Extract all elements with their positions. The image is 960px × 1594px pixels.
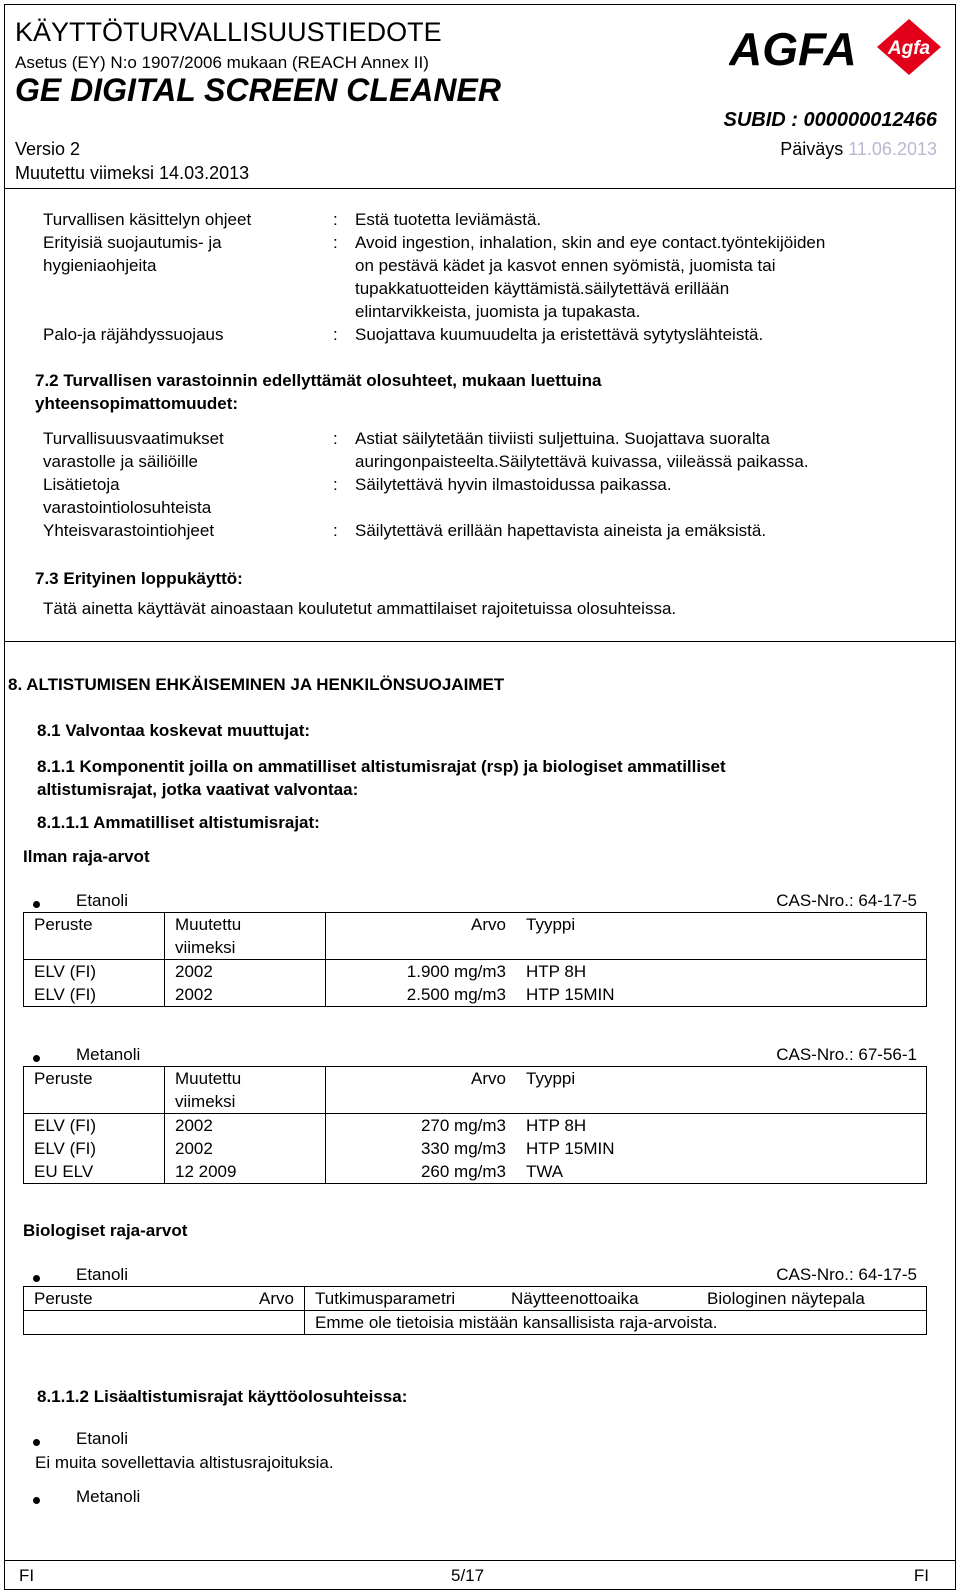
table-header-row bbox=[24, 1067, 927, 1114]
date-value: 11.06.2013 bbox=[848, 139, 937, 159]
cell-line: 2002 bbox=[175, 1116, 213, 1135]
cell-line: 2.500 mg/m3 bbox=[406, 985, 506, 1004]
header-cell bbox=[165, 913, 326, 960]
bullet-icon bbox=[33, 1497, 40, 1504]
date-label: Päiväys bbox=[780, 139, 844, 159]
bullet-icon bbox=[33, 1275, 40, 1282]
table-row bbox=[24, 1114, 927, 1184]
value-line: on pestävä kädet ja kasvot ennen syömistä, juomista tai bbox=[355, 256, 776, 275]
storage-value bbox=[355, 427, 915, 473]
substance-name: Metanoli bbox=[76, 1487, 141, 1506]
subid: SUBID : 000000012466 bbox=[723, 109, 937, 131]
substance-name: Etanoli bbox=[76, 1429, 128, 1448]
bullet-icon bbox=[33, 901, 40, 908]
table-cell bbox=[326, 1114, 517, 1184]
title-line: 8.1.1 Komponentit joilla on ammatilliset altistumisrajat (rsp) ja biologiset ammatilliset bbox=[37, 757, 726, 776]
header-line: Muutettu bbox=[175, 915, 242, 934]
bio-limits-heading: Biologiset raja-arvot bbox=[23, 1221, 188, 1240]
label-line: Turvallisuusvaatimukset bbox=[43, 429, 224, 448]
bullet-icon bbox=[33, 1439, 40, 1446]
table-cell bbox=[516, 960, 927, 1007]
bullet-icon bbox=[33, 1055, 40, 1062]
colon: : bbox=[333, 210, 338, 229]
issue-date bbox=[780, 139, 937, 160]
header-cell: Arvo bbox=[326, 1067, 517, 1114]
table-cell bbox=[326, 960, 517, 1007]
product-name: GE DIGITAL SCREEN CLEANER bbox=[15, 72, 501, 108]
cell-line: 270 mg/m3 bbox=[420, 1116, 506, 1135]
last-modified: Muutettu viimeksi 14.03.2013 bbox=[15, 163, 250, 183]
label-line: Lisätietoja bbox=[43, 475, 120, 494]
table-row bbox=[24, 960, 927, 1007]
no-limits-heading: Ilman raja-arvot bbox=[23, 847, 150, 866]
storage-info-value: Säilytettävä hyvin ilmastoidussa paikassa. bbox=[355, 475, 672, 494]
cell-line: 260 mg/m3 bbox=[420, 1162, 506, 1181]
storage-label bbox=[43, 427, 333, 473]
section-8-1-1-1-title: 8.1.1.1 Ammatilliset altistumisrajat: bbox=[37, 813, 320, 832]
value-line: Astiat säilytetään tiiviisti suljettuina. Suojattava suoralta bbox=[355, 429, 770, 448]
handling-label: Turvallisen käsittelyn ohjeet bbox=[43, 210, 252, 229]
table-cell bbox=[165, 960, 326, 1007]
header-cell: Peruste bbox=[24, 1067, 165, 1114]
value-line: tupakkatuotteiden käyttämistä.säilytettävä erillään bbox=[355, 279, 730, 298]
substance-name: Etanoli bbox=[76, 1265, 128, 1284]
bio-limits-table bbox=[23, 1286, 927, 1335]
section-divider bbox=[5, 641, 955, 642]
table-cell bbox=[24, 1114, 165, 1184]
cell-line: HTP 8H bbox=[526, 962, 587, 981]
section-8-title: 8. ALTISTUMISEN EHKÄISEMINEN JA HENKILÖNSUOJAIMET bbox=[8, 675, 505, 694]
section-8-1-title: 8.1 Valvontaa koskevat muuttujat: bbox=[37, 721, 311, 740]
substance-name: Metanoli bbox=[76, 1045, 141, 1064]
table-cell bbox=[516, 1114, 927, 1184]
label-line: varastointiolosuhteista bbox=[43, 498, 212, 517]
header-line: viimeksi bbox=[175, 1092, 236, 1111]
header-cell: Peruste bbox=[24, 913, 165, 960]
value-line: Avoid ingestion, inhalation, skin and eye contact.työntekijöiden bbox=[355, 233, 826, 252]
no-other-limits-text: Ei muita sovellettavia altistusrajoituksia. bbox=[35, 1453, 334, 1472]
hygiene-value bbox=[355, 231, 915, 323]
header-cell: Arvo bbox=[326, 913, 517, 960]
section-8-1-1-title bbox=[37, 755, 726, 801]
cas-number: CAS-Nro.: 64-17-5 bbox=[776, 891, 917, 910]
metanol-limits-table bbox=[23, 1066, 927, 1184]
page-number: 5/17 bbox=[451, 1566, 485, 1585]
storage-info-label bbox=[43, 473, 333, 519]
value-line: auringonpaisteelta.Säilytettävä kuivassa, viileässä paikassa. bbox=[355, 452, 809, 471]
cell-line: HTP 15MIN bbox=[526, 1139, 615, 1158]
cell-line: HTP 8H bbox=[526, 1116, 587, 1135]
fire-label: Palo-ja räjähdyssuojaus bbox=[43, 325, 224, 344]
cell-line: ELV (FI) bbox=[34, 1139, 97, 1158]
colon: : bbox=[333, 233, 338, 252]
label-line: varastolle ja säiliöille bbox=[43, 452, 198, 471]
substance-name: Etanoli bbox=[76, 891, 128, 910]
header-cell: Tyyppi bbox=[516, 913, 927, 960]
table-cell bbox=[165, 1114, 326, 1184]
table-cell bbox=[24, 960, 165, 1007]
agfa-badge-text: Agfa bbox=[887, 38, 931, 59]
header-cell: Tutkimusparametri bbox=[305, 1287, 502, 1311]
cell-line: 2002 bbox=[175, 1139, 213, 1158]
fire-value: Suojattava kuumuudelta ja eristettävä sytytyslähteistä. bbox=[355, 325, 764, 344]
header-cell: Peruste bbox=[24, 1287, 195, 1311]
regulation-line: Asetus (EY) N:o 1907/2006 mukaan (REACH Annex II) bbox=[15, 53, 429, 72]
document-title: KÄYTTÖTURVALLISUUSTIEDOTE bbox=[15, 17, 442, 47]
table-cell bbox=[24, 1311, 305, 1335]
title-line: 7.2 Turvallisen varastoinnin edellyttämät olosuhteet, mukaan luettuina bbox=[35, 371, 602, 390]
version: Versio 2 bbox=[15, 139, 81, 159]
cell-line: EU ELV bbox=[34, 1162, 94, 1181]
header-cell bbox=[165, 1067, 326, 1114]
colon: : bbox=[333, 475, 338, 494]
header-divider bbox=[5, 188, 955, 189]
document-page bbox=[4, 4, 956, 1590]
section-7-3-text: Tätä ainetta käyttävät ainoastaan koulutetut ammattilaiset rajoitetuissa olosuhteissa. bbox=[43, 599, 677, 618]
cell-line: ELV (FI) bbox=[34, 1116, 97, 1135]
cell-line: ELV (FI) bbox=[34, 962, 97, 981]
cell-line: 1.900 mg/m3 bbox=[406, 962, 506, 981]
colon: : bbox=[333, 521, 338, 540]
cas-number: CAS-Nro.: 64-17-5 bbox=[776, 1265, 917, 1284]
header-cell: Arvo bbox=[194, 1287, 305, 1311]
co-storage-value: Säilytettävä erillään hapettavista aineista ja emäksistä. bbox=[355, 521, 767, 540]
cell-line: ELV (FI) bbox=[34, 985, 97, 1004]
header-line: viimeksi bbox=[175, 938, 236, 957]
section-7-3-title: 7.3 Erityinen loppukäyttö: bbox=[35, 569, 243, 588]
cell-line: HTP 15MIN bbox=[526, 985, 615, 1004]
agfa-logo-text: AGFA bbox=[729, 23, 857, 75]
title-line: altistumisrajat, jotka vaativat valvontaa: bbox=[37, 780, 359, 799]
footer-language-right: FI bbox=[913, 1566, 929, 1585]
table-header-row bbox=[24, 913, 927, 960]
table-row bbox=[24, 1311, 927, 1335]
section-7-2-title bbox=[35, 369, 602, 415]
cell-line: 2002 bbox=[175, 962, 213, 981]
table-cell: Emme ole tietoisia mistään kansallisista raja-arvoista. bbox=[305, 1311, 927, 1335]
footer-language-left: FI bbox=[19, 1566, 35, 1585]
title-line: yhteensopimattomuudet: bbox=[35, 394, 239, 413]
header-line: Muutettu bbox=[175, 1069, 242, 1088]
cell-line: 12 2009 bbox=[175, 1162, 237, 1181]
cell-line: 330 mg/m3 bbox=[420, 1139, 506, 1158]
footer-divider bbox=[5, 1560, 955, 1561]
hygiene-label: Erityisiä suojautumis- ja hygieniaohjeita bbox=[43, 233, 222, 275]
handling-value: Estä tuotetta leviämästä. bbox=[355, 210, 542, 229]
cas-number: CAS-Nro.: 67-56-1 bbox=[776, 1045, 917, 1064]
value-line: elintarvikkeista, juomista ja tupakasta. bbox=[355, 302, 641, 321]
header-cell: Näytteenottoaika bbox=[501, 1287, 697, 1311]
section-8-1-1-2-title: 8.1.1.2 Lisäaltistumisrajat käyttöolosuhteissa: bbox=[37, 1387, 408, 1406]
header-cell: Biologinen näytepala bbox=[697, 1287, 927, 1311]
cell-line: TWA bbox=[526, 1162, 564, 1181]
etanol-limits-table bbox=[23, 912, 927, 1007]
table-header-row bbox=[24, 1287, 927, 1311]
colon: : bbox=[333, 429, 338, 448]
colon: : bbox=[333, 325, 338, 344]
cell-line: 2002 bbox=[175, 985, 213, 1004]
header-cell: Tyyppi bbox=[516, 1067, 927, 1114]
agfa-logo bbox=[729, 17, 943, 77]
co-storage-label: Yhteisvarastointiohjeet bbox=[43, 521, 215, 540]
